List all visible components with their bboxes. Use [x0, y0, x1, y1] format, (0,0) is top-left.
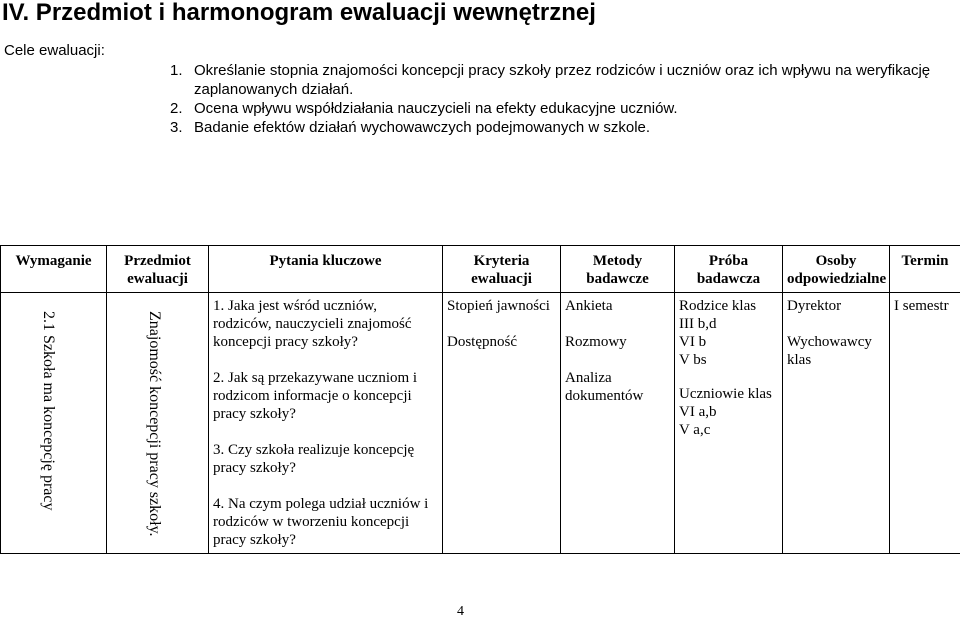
proba-rodzice-klasa: III b,d: [679, 315, 778, 333]
cell-osoby: [783, 293, 890, 554]
cell-metody: [561, 293, 675, 554]
cell-przedmiot: [107, 293, 209, 554]
question-item: 2. Jak są przekazywane uczniom i rodzicom informacje o koncepcji pracy szkoły?: [213, 369, 438, 423]
cell-termin: [890, 293, 960, 554]
goals-label: Cele ewaluacji:: [4, 42, 105, 60]
person-item: Dyrektor: [787, 297, 885, 315]
method-item: Analiza dokumentów: [565, 369, 670, 405]
proba-uczniowie-label: Uczniowie klas: [679, 385, 778, 403]
proba-uczniowie-klasa: V a,c: [679, 421, 778, 439]
header-pytania: Pytania kluczowe: [209, 246, 443, 293]
termin-text: I semestr: [894, 298, 949, 314]
criterion-item: Stopień jawności: [447, 297, 556, 315]
header-metody: Metody badawcze: [561, 246, 675, 293]
question-item: 1. Jaka jest wśród uczniów, rodziców, nauczycieli znajomość koncepcji pracy szkoły?: [213, 297, 438, 351]
person-item: Wychowawcy klas: [787, 333, 885, 369]
spacer: [679, 369, 778, 385]
goal-item: [174, 61, 934, 99]
header-przedmiot: Przedmiot ewaluacji: [107, 246, 209, 293]
goal-text: Badanie efektów działań wychowawczych podejmowanych w szkole.: [194, 119, 650, 136]
method-item: Ankieta: [565, 297, 670, 315]
header-osoby: Osoby odpowiedzialne: [783, 246, 890, 293]
przedmiot-text: Znajomość koncepcji pracy szkoły.: [145, 311, 163, 537]
goal-item: [174, 118, 934, 137]
criterion-item: Dostępność: [447, 333, 556, 351]
evaluation-table: [0, 245, 960, 554]
wymaganie-text: 2.1 Szkoła ma koncepcję pracy: [39, 311, 57, 510]
goals-list: [174, 61, 934, 137]
goal-item: [174, 99, 934, 118]
proba-rodzice-klasa: V bs: [679, 351, 778, 369]
header-termin: Termin: [890, 246, 960, 293]
goal-number: 1.: [170, 61, 183, 80]
cell-pytania: [209, 293, 443, 554]
goal-number: 2.: [170, 99, 183, 118]
proba-uczniowie-klasa: VI a,b: [679, 403, 778, 421]
page-number: 4: [457, 604, 464, 620]
header-kryteria: Kryteria ewaluacji: [443, 246, 561, 293]
method-item: Rozmowy: [565, 333, 670, 351]
goal-text: Określanie stopnia znajomości koncepcji pracy szkoły przez rodziców i uczniów oraz ich wpływu na weryfikację zaplanowanych działań.: [194, 62, 930, 98]
cell-wymaganie: [1, 293, 107, 554]
section-title: IV. Przedmiot i harmonogram ewaluacji wewnętrznej: [2, 0, 596, 26]
header-wymaganie: Wymaganie: [1, 246, 107, 293]
goal-text: Ocena wpływu współdziałania nauczycieli na efekty edukacyjne uczniów.: [194, 100, 678, 117]
proba-rodzice-klasa: VI b: [679, 333, 778, 351]
proba-rodzice-label: Rodzice klas: [679, 297, 778, 315]
cell-proba: [675, 293, 783, 554]
table-row: [1, 293, 960, 554]
goal-number: 3.: [170, 118, 183, 137]
question-item: 4. Na czym polega udział uczniów i rodziców w tworzeniu koncepcji pracy szkoły?: [213, 495, 438, 549]
table-header-row: [1, 246, 960, 293]
question-item: 3. Czy szkoła realizuje koncepcję pracy szkoły?: [213, 441, 438, 477]
cell-kryteria: [443, 293, 561, 554]
header-proba: Próba badawcza: [675, 246, 783, 293]
